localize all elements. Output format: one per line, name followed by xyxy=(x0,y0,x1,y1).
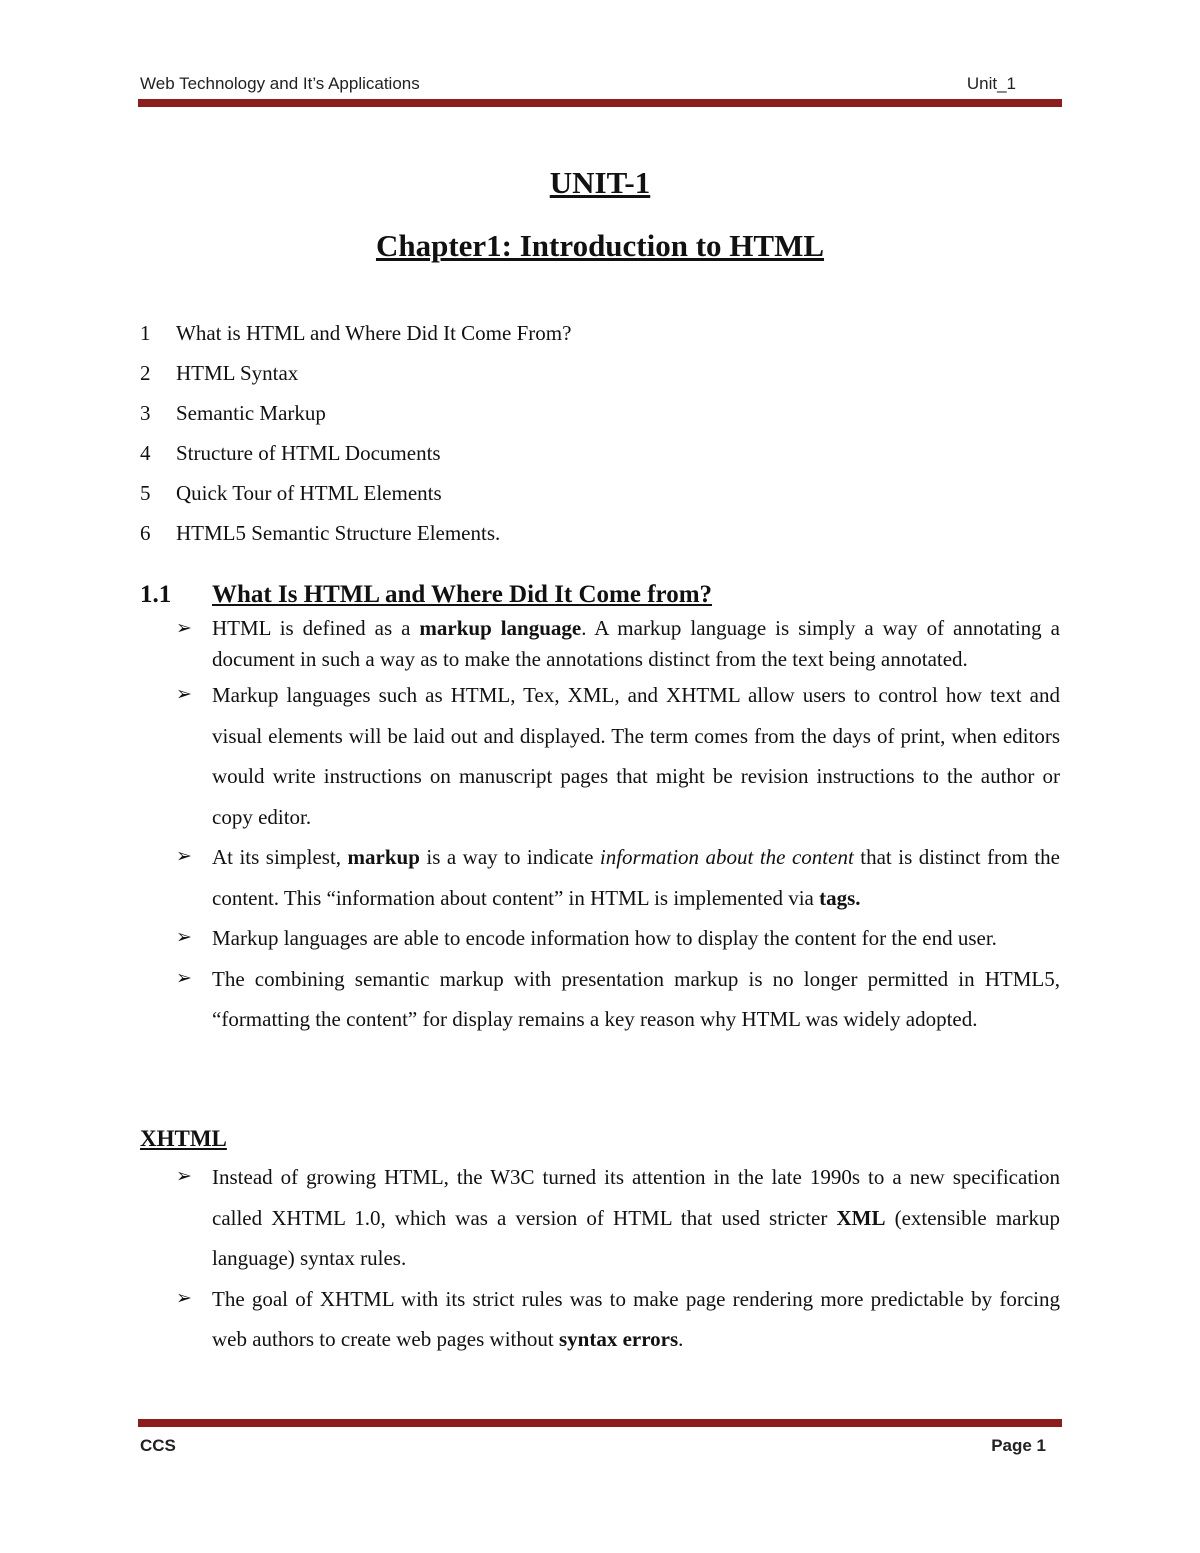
header-unit: Unit_1 xyxy=(966,74,1016,93)
list-item: ➢ Markup languages are able to encode information how to display the content for the end user. xyxy=(174,918,1060,959)
table-of-contents xyxy=(140,316,571,556)
arrow-bullet-icon: ➢ xyxy=(176,846,192,867)
section-heading xyxy=(140,576,712,614)
list-item: ➢ The goal of XHTML with its strict rules was to make page rendering more predictable by forcing web authors to create web pages without syntax errors. xyxy=(174,1279,1060,1360)
list-item: ➢ Instead of growing HTML, the W3C turned its attention in the late 1990s to a new specification called XHTML 1.0, which was a version of HTML that used stricter XML (extensible markup language) syntax rules. xyxy=(174,1157,1060,1279)
arrow-bullet-icon: ➢ xyxy=(176,618,192,639)
toc-item: 2 HTML Syntax xyxy=(140,361,299,385)
list-item: ➢ At its simplest, markup is a way to indicate information about the content that is distinct from the content. This “information about content” in HTML is implemented via tags. xyxy=(174,837,1060,918)
toc-item: 5 Quick Tour of HTML Elements xyxy=(140,481,442,505)
xhtml-bullet-list xyxy=(174,1157,1060,1360)
section-title: What Is HTML and Where Did It Come from? xyxy=(212,581,713,608)
toc-item: 1 What is HTML and Where Did It Come From? xyxy=(140,321,572,345)
list-item: ➢ HTML is defined as a markup language. A markup language is simply a way of annotating a document in such a way as to make the annotations distinct from the text being annotated. xyxy=(174,613,1060,675)
arrow-bullet-icon: ➢ xyxy=(176,927,192,948)
footer-label: CCS xyxy=(140,1436,176,1455)
arrow-bullet-icon: ➢ xyxy=(176,684,192,705)
arrow-bullet-icon: ➢ xyxy=(176,967,192,989)
unit-title: UNIT-1 xyxy=(549,165,651,200)
list-item: ➢ The combining semantic markup with presentation markup is no longer permitted in HTML5, “formatting the content” for display remains a key reason why HTML was widely adopted. xyxy=(174,959,1060,1040)
page-header xyxy=(140,74,1062,96)
xhtml-heading: XHTML xyxy=(140,1126,227,1151)
arrow-bullet-icon: ➢ xyxy=(176,1166,192,1187)
header-rule xyxy=(138,99,1062,107)
list-item: ➢ Markup languages such as HTML, Tex, XML, and XHTML allow users to control how text and visual elements will be laid out and displayed. The term comes from the days of print, when editors would write instructions on manuscript pages that might be revision instructions to the author or copy editor. xyxy=(174,675,1060,837)
toc-item: 6 HTML5 Semantic Structure Elements. xyxy=(140,521,501,545)
section-bullet-list xyxy=(174,613,1060,1040)
section-number: 1.1 xyxy=(140,581,172,608)
toc-item: 4 Structure of HTML Documents xyxy=(140,441,441,465)
toc-item: 3 Semantic Markup xyxy=(140,401,326,425)
chapter-title: Chapter1: Introduction to HTML xyxy=(375,228,825,263)
page-number: Page 1 xyxy=(991,1436,1046,1455)
footer-rule xyxy=(138,1419,1062,1427)
arrow-bullet-icon: ➢ xyxy=(176,1287,192,1309)
page-footer xyxy=(140,1436,1050,1456)
header-title: Web Technology and It’s Applications xyxy=(140,74,420,93)
